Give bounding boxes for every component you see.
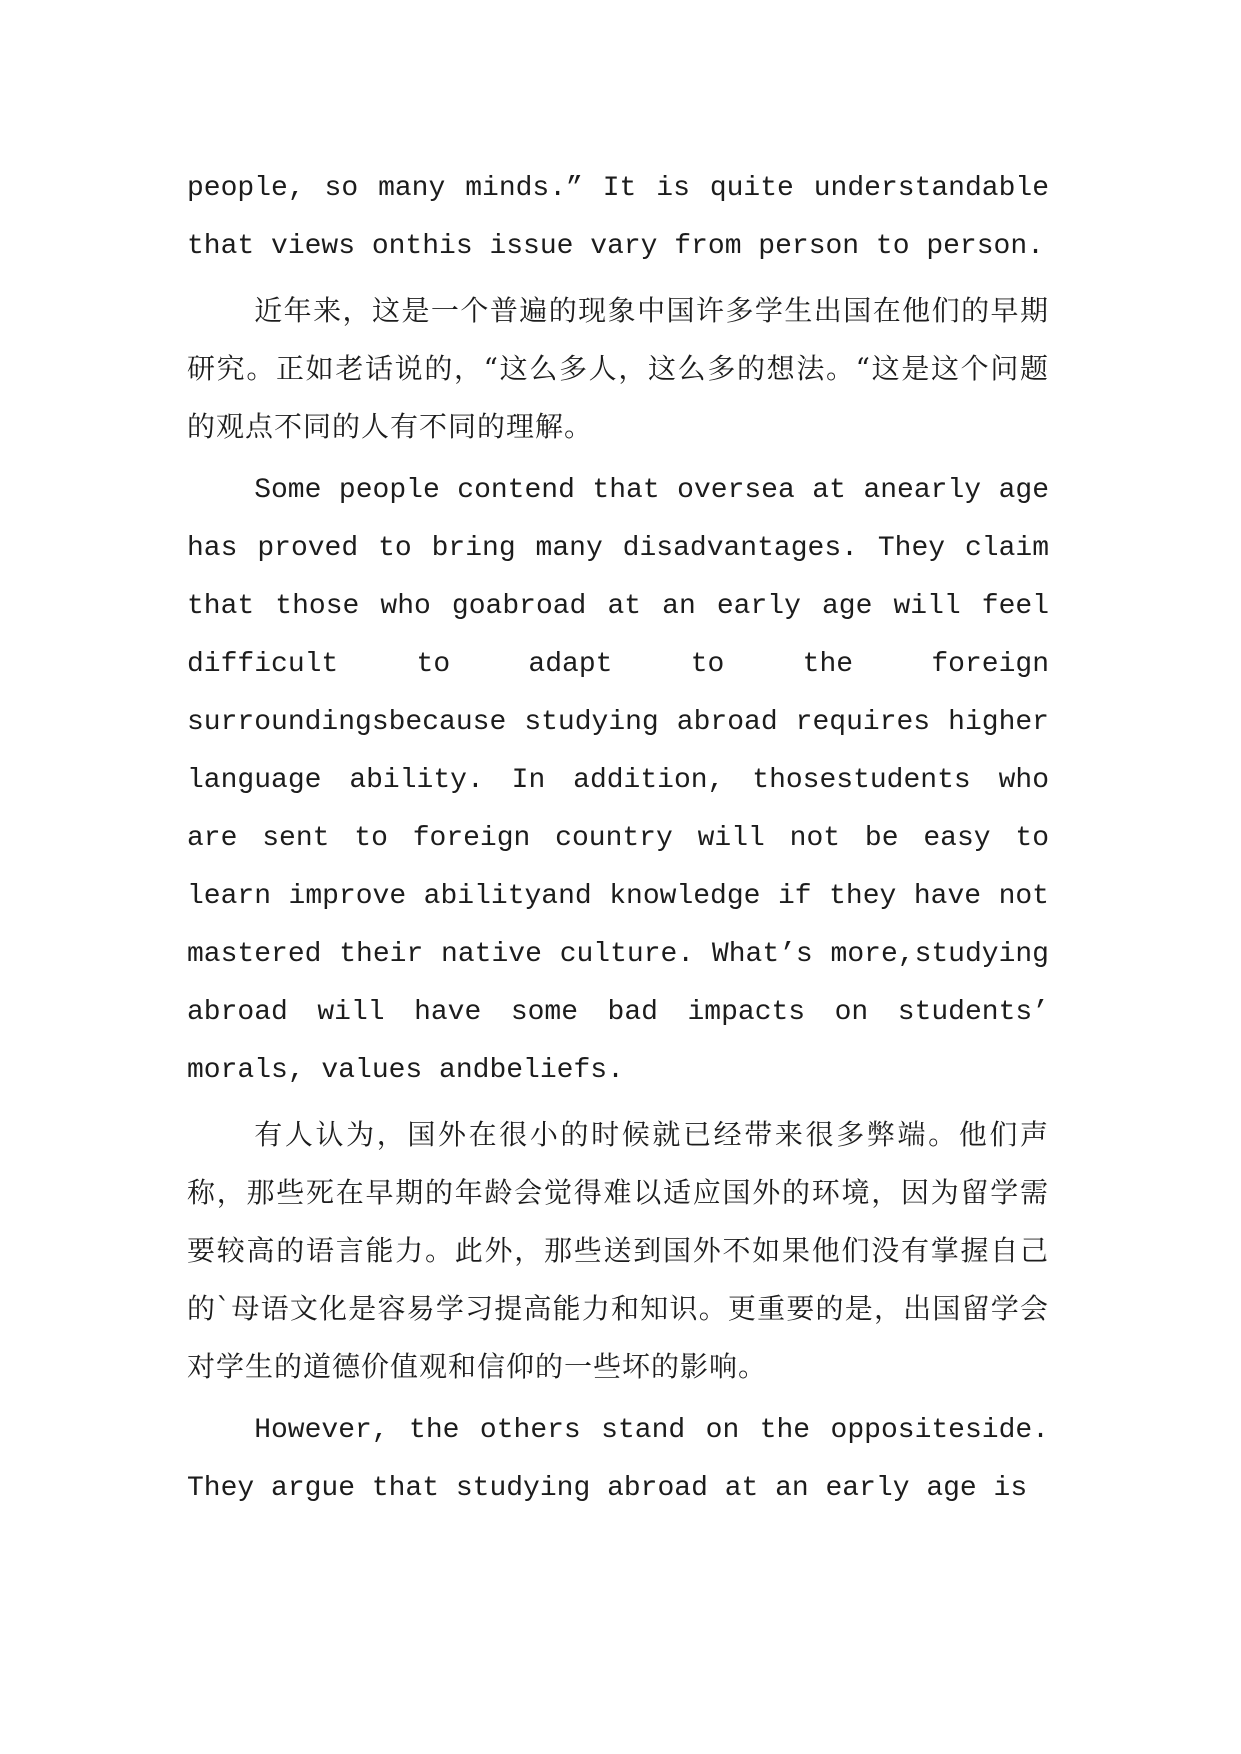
paragraph-en-2: Some people contend that oversea at anearly age has proved to bring many disadvantages. They claim that those who goabroad at an early age will feel difficult to adapt to the foreign surroundingsbecause studying abroad requires higher language ability. In addition, thosestudents who are sent to foreign country will not be easy to learn improve abilityand knowledge if they have not mastered their native culture. What’s more,studying abroad will have some bad impacts on students’ morals, values andbeliefs. xyxy=(187,475,1049,1086)
paragraph-en-3: However, the others stand on the oppositeside. They argue that studying abroad at an early age is xyxy=(187,1415,1049,1504)
paragraph-en-1: people, so many minds.” It is quite understandable that views onthis issue vary from person to person. xyxy=(187,173,1049,262)
paragraph-zh-2: 有人认为，国外在很小的时候就已经带来很多弊端。他们声称，那些死在早期的年龄会觉得难以适应国外的环境，因为留学需要较高的语言能力。此外，那些送到国外不如果他们没有掌握自己的`母语文化是容易学习提高能力和知识。更重要的是，出国留学会对学生的道德价值观和信仰的一些坏的影响。 xyxy=(187,1118,1049,1383)
document-page xyxy=(187,160,1049,1518)
paragraph-zh-1: 近年来，这是一个普遍的现象中国许多学生出国在他们的早期研究。正如老话说的，“这么多人，这么多的想法。“这是这个问题的观点不同的人有不同的理解。 xyxy=(187,294,1049,443)
